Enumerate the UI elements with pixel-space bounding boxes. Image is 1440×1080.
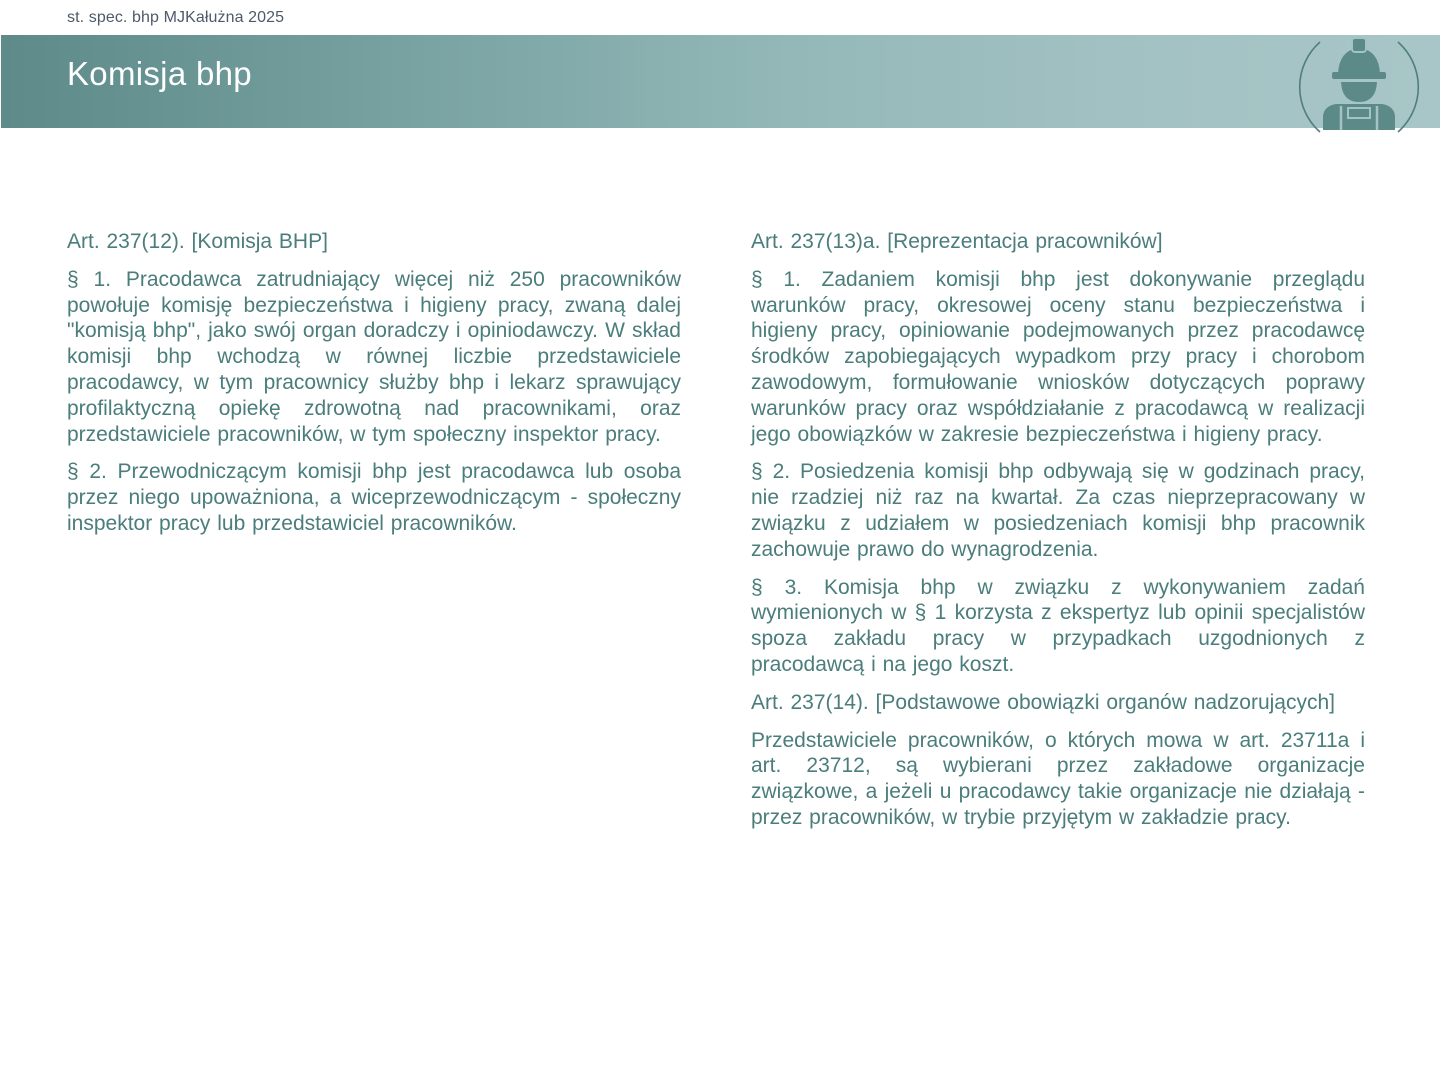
paragraph-1: § 1. Zadaniem komisji bhp jest dokonywanie przeglądu warunków pracy, okresowej oceny stanu bezpieczeństwa i higieny pracy, opiniowanie podejmowanych przez pracodawcę środków zapobiegających wypadkom przy pracy i chorobom zawodowym, formułowanie wniosków dotyczących poprawy warunków pracy oraz współdziałanie z pracodawcą w realizacji jego obowiązków w zakresie bezpieczeństwa i higieny pracy. (751, 267, 1365, 446)
helmet-top (1352, 38, 1366, 52)
paragraph-1: § 1. Pracodawca zatrudniający więcej niż 250 pracowników powołuje komisję bezpieczeństwa i higieny pracy, zwaną dalej "komisją bhp", jako swój organ doradczy i opiniodawczy. W skład komisji bhp wchodzą w równej liczbie przedstawiciele pracodawcy, w tym pracownicy służby bhp i lekarz sprawujący profilaktyczną opiekę zdrowotną nad pracownikami, oraz przedstawiciele pracowników, w tym społeczny inspektor pracy. (67, 267, 681, 446)
paragraph-representatives: Przedstawiciele pracowników, o których mowa w art. 23711a i art. 23712, są wybierani przez zakładowe organizacje związkowe, a jeżeli u pracodawcy takie organizacje nie działają - przez pracowników, w trybie przyjętym w zakładzie pracy. (751, 728, 1365, 829)
left-arc (1300, 42, 1320, 132)
right-column (751, 229, 1365, 843)
paragraph-2: § 2. Posiedzenia komisji bhp odbywają się w godzinach pracy, nie rzadziej niż raz na kwartał. Za czas nieprzepracowany w związku z udziałem w posiedzeniach komisji bhp pracownik zachowuje prawo do wynagrodzenia. (751, 460, 1365, 561)
article-heading-237-12: Art. 237(12). [Komisja BHP] (67, 230, 328, 253)
construction-worker-icon (1296, 36, 1422, 136)
footer-note: st. spec. bhp MJKałużna 2025 (67, 9, 285, 26)
right-arc (1398, 42, 1418, 132)
article-heading-237-13a: Art. 237(13)a. [Reprezentacja pracowników] (751, 230, 1163, 253)
helmet-brim (1332, 72, 1386, 79)
page-title: Komisja bhp (67, 55, 252, 92)
article-heading-237-14: Art. 237(14). [Podstawowe obowiązki organów nadzorujących] (751, 690, 1335, 714)
title-banner (1, 35, 1440, 128)
paragraph-2: § 2. Przewodniczącym komisji bhp jest pracodawca lub osoba przez niego upoważniona, a wiceprzewodniczącym - społeczny inspektor pracy lub przedstawiciel pracowników. (67, 460, 681, 535)
left-column (67, 229, 681, 549)
paragraph-3: § 3. Komisja bhp w związku z wykonywaniem zadań wymienionych w § 1 korzysta z ekspertyz lub opinii specjalistów spoza zakładu pracy w przypadkach uzgodnionych z pracodawcą i na jego koszt. (751, 575, 1365, 676)
face-shape (1341, 82, 1377, 102)
